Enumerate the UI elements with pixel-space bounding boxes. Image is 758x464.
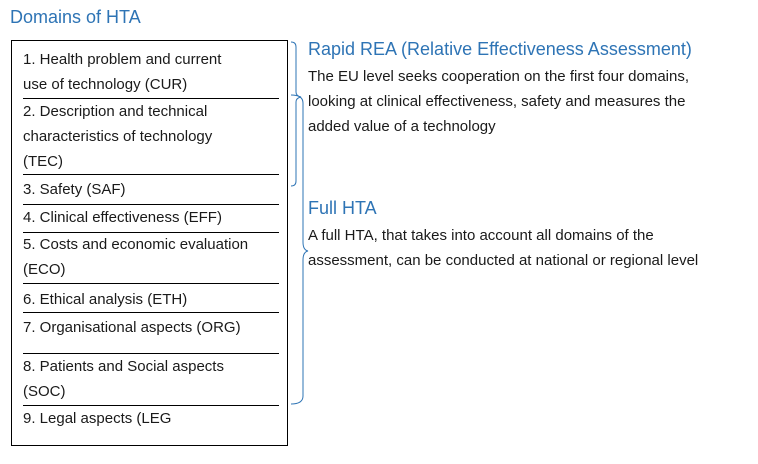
domain-text: 9. Legal aspects (LEG xyxy=(23,410,172,427)
description-line: assessment, can be conducted at national or regional level xyxy=(308,252,699,269)
domain-text: 3. Safety (SAF) xyxy=(23,181,126,198)
domain-text: characteristics of technology xyxy=(23,128,213,145)
domain-text: 7. Organisational aspects (ORG) xyxy=(23,319,241,336)
full-hta-description xyxy=(308,223,753,273)
rapid-rea-bracket xyxy=(291,42,301,186)
domain-text: 8. Patients and Social aspects xyxy=(23,358,224,375)
full-hta-bracket xyxy=(291,95,308,404)
domain-text: (SOC) xyxy=(23,383,66,400)
domain-text: 5. Costs and economic evaluation xyxy=(23,236,249,253)
full-hta-title: Full HTA xyxy=(308,198,377,218)
domain-text: use of technology (CUR) xyxy=(23,76,188,93)
description-line: looking at clinical effectiveness, safety and measures the xyxy=(308,93,686,110)
diagram-title: Domains of HTA xyxy=(10,7,141,27)
domain-text: 1. Health problem and current xyxy=(23,51,222,68)
description-line: A full HTA, that takes into account all domains of the xyxy=(308,227,654,244)
rapid-rea-title: Rapid REA (Relative Effectiveness Assessment) xyxy=(308,39,692,59)
domain-text: (TEC) xyxy=(23,153,63,170)
domain-text: (ECO) xyxy=(23,261,66,278)
description-line: The EU level seeks cooperation on the first four domains, xyxy=(308,68,690,85)
domain-text: 2. Description and technical xyxy=(23,103,208,120)
description-line: added value of a technology xyxy=(308,118,496,135)
domain-text: 4. Clinical effectiveness (EFF) xyxy=(23,209,222,226)
rapid-rea-description xyxy=(308,64,753,139)
domain-text: 6. Ethical analysis (ETH) xyxy=(23,291,188,308)
